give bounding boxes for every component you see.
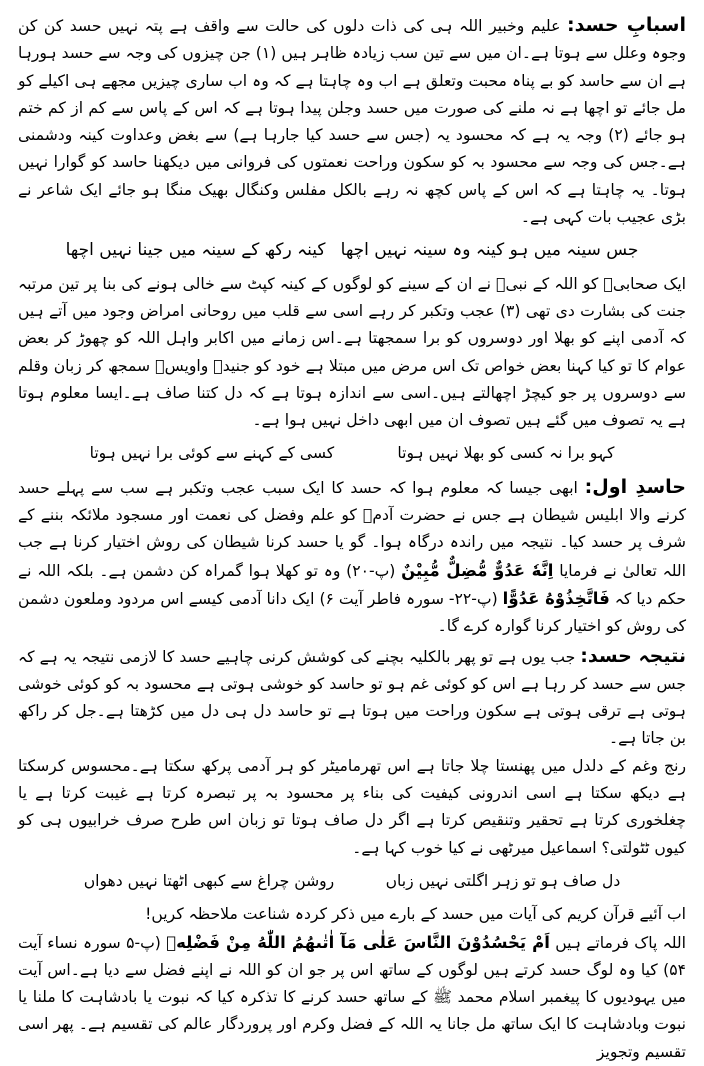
paragraph-quran-verse [18, 929, 686, 1066]
paragraph-text: ابھی جیسا کہ معلوم ہوا کہ حسد کا ایک سبب عجب وتکبر ہے سب سے پہلے حسد کرنے والا ابلیس شیطان ہے جس نے حضرت آدمؑ کو علم وفضل کی نعمت اور مسجود ملائکہ بننے کے شرف پر حسد کیا۔ نتیجہ میں راندہ درگاہ ہوا۔ گو یا حسد کرنا شیطان کی روش اختیار کرنا ہے جب اللہ تعالیٰ نے فرمایا [18, 478, 686, 580]
heading-first-envier: حاسدِ اول: [584, 475, 686, 498]
paragraph-text: اب آئیے قرآن کریم کی آیات میں حسد کے بارے میں ذکر کردہ شناعت ملاحظہ کریں! [145, 905, 686, 924]
paragraph-companion-story [18, 271, 686, 435]
paragraph-text: اللہ پاک فرماتے ہیں [555, 933, 686, 952]
paragraph-text: رنج وغم کے دلدل میں پھنستا چلا جاتا ہے اس تھرمامیٹر کو ہر آدمی پرکھ سکتا ہے۔محسوس کرسکتا ہے دیکھ سکتا ہے اسی اندرونی کیفیت کی بناء پر محسود بہ پر تبصرہ کرتا ہے غیبت کرتا ہے یا چغلخوری کرتا ہے تحقیر وتنقیص کرتا ہے اگر دل صاف ہوتا تو زبان اس طرح صرف خرابیوں ہی کو کیوں ٹٹولتی؟ اسماعیل میرٹھی نے کیا خوب کہا ہے۔ [18, 756, 686, 857]
paragraph-result-of-envy [18, 643, 686, 753]
paragraph-text: (پ-۵ سورہ نساء آیت ۵۴) کیا وہ لوگ حسد کرتے ہیں لوگوں کے ساتھ اس پر جو ان کو اللہ نے اپنے فضل سے دیا ہے۔اس آیت میں یہودیوں کا پیغمبر اسلام محمد ﷺ کے ساتھ حسد کرنے کا تذکرہ کیا کہ نبوت یا بادشاہت کا ملنا یا نبوت وبادشاہت کا ایک ساتھ مل جانا یہ اللہ کے فضل وکرم اور پروردگار عالم کی تقسیم ہے۔ پھر اسی تقسیم وتجویز [18, 933, 686, 1061]
couplet-1-first-line: جس سینہ میں ہو کینہ وہ سینہ نہیں اچھا [340, 240, 639, 261]
couplet-3 [18, 868, 686, 895]
heading-result-of-envy: نتیجہ حسد: [580, 644, 687, 667]
paragraph-first-envier [18, 474, 686, 641]
quran-verse: اَمْ يَحْسُدُوْنَ النَّاسَ عَلٰى مَآ اٰتٰىهُمُ اللّٰهُ مِنْ فَضْلِهٖ [166, 932, 550, 952]
couplet-3-second-line: روشن چراغ سے کبھی اٹھتا نہیں دھواں [83, 871, 335, 890]
paragraph-text: علیم وخبیر اللہ ہی کی ذات دلوں کی حالت سے واقف ہے پتہ نہیں حسد کن کن وجوہ وعلل سے ہوتا ہے۔ان میں سے تین سب زیادہ ظاہر ہیں (۱) جن چیزوں کی وجہ سے حسد ہورہا ہے ان سے حاسد کو بے پناہ محبت وتعلق ہے اب وہ چاہتا ہے کہ وہ اب ساری چیزیں مجھے ہی اکیلے کو مل جائے تو اچھا ہے نہ ملنے کی صورت میں حسد وجلن پیدا ہوتا ہے کہ اس کے پاس سے کم از کم ختم ہو جائے (۲) وجہ یہ ہے کہ محسود یہ (جس سے حسد کیا جارہا ہے) سے بغض وعداوت کینہ ودشمنی ہے۔جس کی وجہ سے محسود بہ کو سکون وراحت نعمتوں کی فروانی میں دیکھنا حاسد کو گوارا نہیں ہوتا۔ یہ چاہتا ہے کہ اس کے پاس کچھ نہ رہے بالکل مفلس وکنگال بھیک منگا ہو جائے ایک شاعر نے بڑی عجیب بات کہی ہے۔ [18, 17, 686, 227]
paragraph-text: (پ-۲۲- سورہ فاطر آیت ۶) ایک دانا آدمی کیسے اس مردود وملعون دشمن کی روش کو اختیار کرنا گوارہ کرے گا۔ [18, 589, 686, 636]
couplet-1-second-line: کینہ رکھ کے سینہ میں جینا نہیں اچھا [65, 240, 326, 261]
paragraph-thermometer [18, 753, 686, 862]
paragraph-text: (پ-۲۰) وہ تو کھلا ہوا گمراہ کن دشمن ہے۔ بلکہ اللہ نے حکم دیا کہ [18, 561, 686, 608]
quran-verse: فَاتَّخِذُوْهُ عَدُوًّا [502, 588, 610, 608]
couplet-3-first-line: دل صاف ہو تو زہر اگلتی نہیں زباں [385, 871, 621, 890]
couplet-2-second-line: کسی کے کہنے سے کوئی برا نہیں ہوتا [89, 444, 335, 463]
couplet-1 [18, 237, 686, 264]
couplet-2-first-line: کہو برا نہ کسی کو بھلا نہیں ہوتا [397, 444, 615, 463]
couplet-2 [18, 440, 686, 467]
paragraph-quran-intro [18, 901, 686, 928]
paragraph-text: ایک صحابیؓ کو اللہ کے نبیؐ نے ان کے سینے کو لوگوں کے کینہ کپٹ سے خالی ہونے کی بنا پر تین مرتبہ جنت کی بشارت دی تھی (۳) عجب وتکبر کر رہے اسی سے قلب میں روحانی امراض وجود میں آتے ہیں کہ آدمی اپنے کو بھلا اور دوسروں کو برا سمجھتا ہے۔اس زمانے میں اکابر واہل اللہ کو چھوڑ کر بعض عوام کا تو کیا کہنا بعض خواص تک اس مرض میں مبتلا ہے خود کو جنیدؒ واویسؒ سمجھ کر زبان وقلم سے دوسروں پر جو کیچڑ اچھالتے ہیں۔اسی سے اندازہ ہوتا ہے کہ دل کتنا صاف ہے۔ایسا معلوم ہوتا ہے یہ تصوف میں گئے ہیں تصوف ان میں ابھی داخل نہیں ہوا ہے۔ [18, 274, 687, 430]
heading-causes-of-envy: اسبابِ حسد: [566, 14, 686, 36]
paragraph-text: جب یوں ہے تو پھر بالکلیہ بچنے کی کوشش کرنی چاہیے حسد کا لازمی نتیجہ یہ ہے کہ جس سے حسد کر رہا ہے اس کو کوئی غم ہو تو حاسد کو خوشی ہوتی ہے محسود بہ کو کوئی خوشی ہوتی ہے ترقی ہوتی ہے سکون وراحت میں ہوتا ہے تو حاسد دل ہی دل میں کڑھتا ہے۔جل کر راکھ بن جاتا ہے۔ [18, 647, 686, 748]
quran-verse: اِنَّهٗ عَدُوٌّ مُّضِلٌّ مُّبِيْنٌ [401, 560, 554, 580]
paragraph-causes-of-envy [18, 12, 686, 231]
